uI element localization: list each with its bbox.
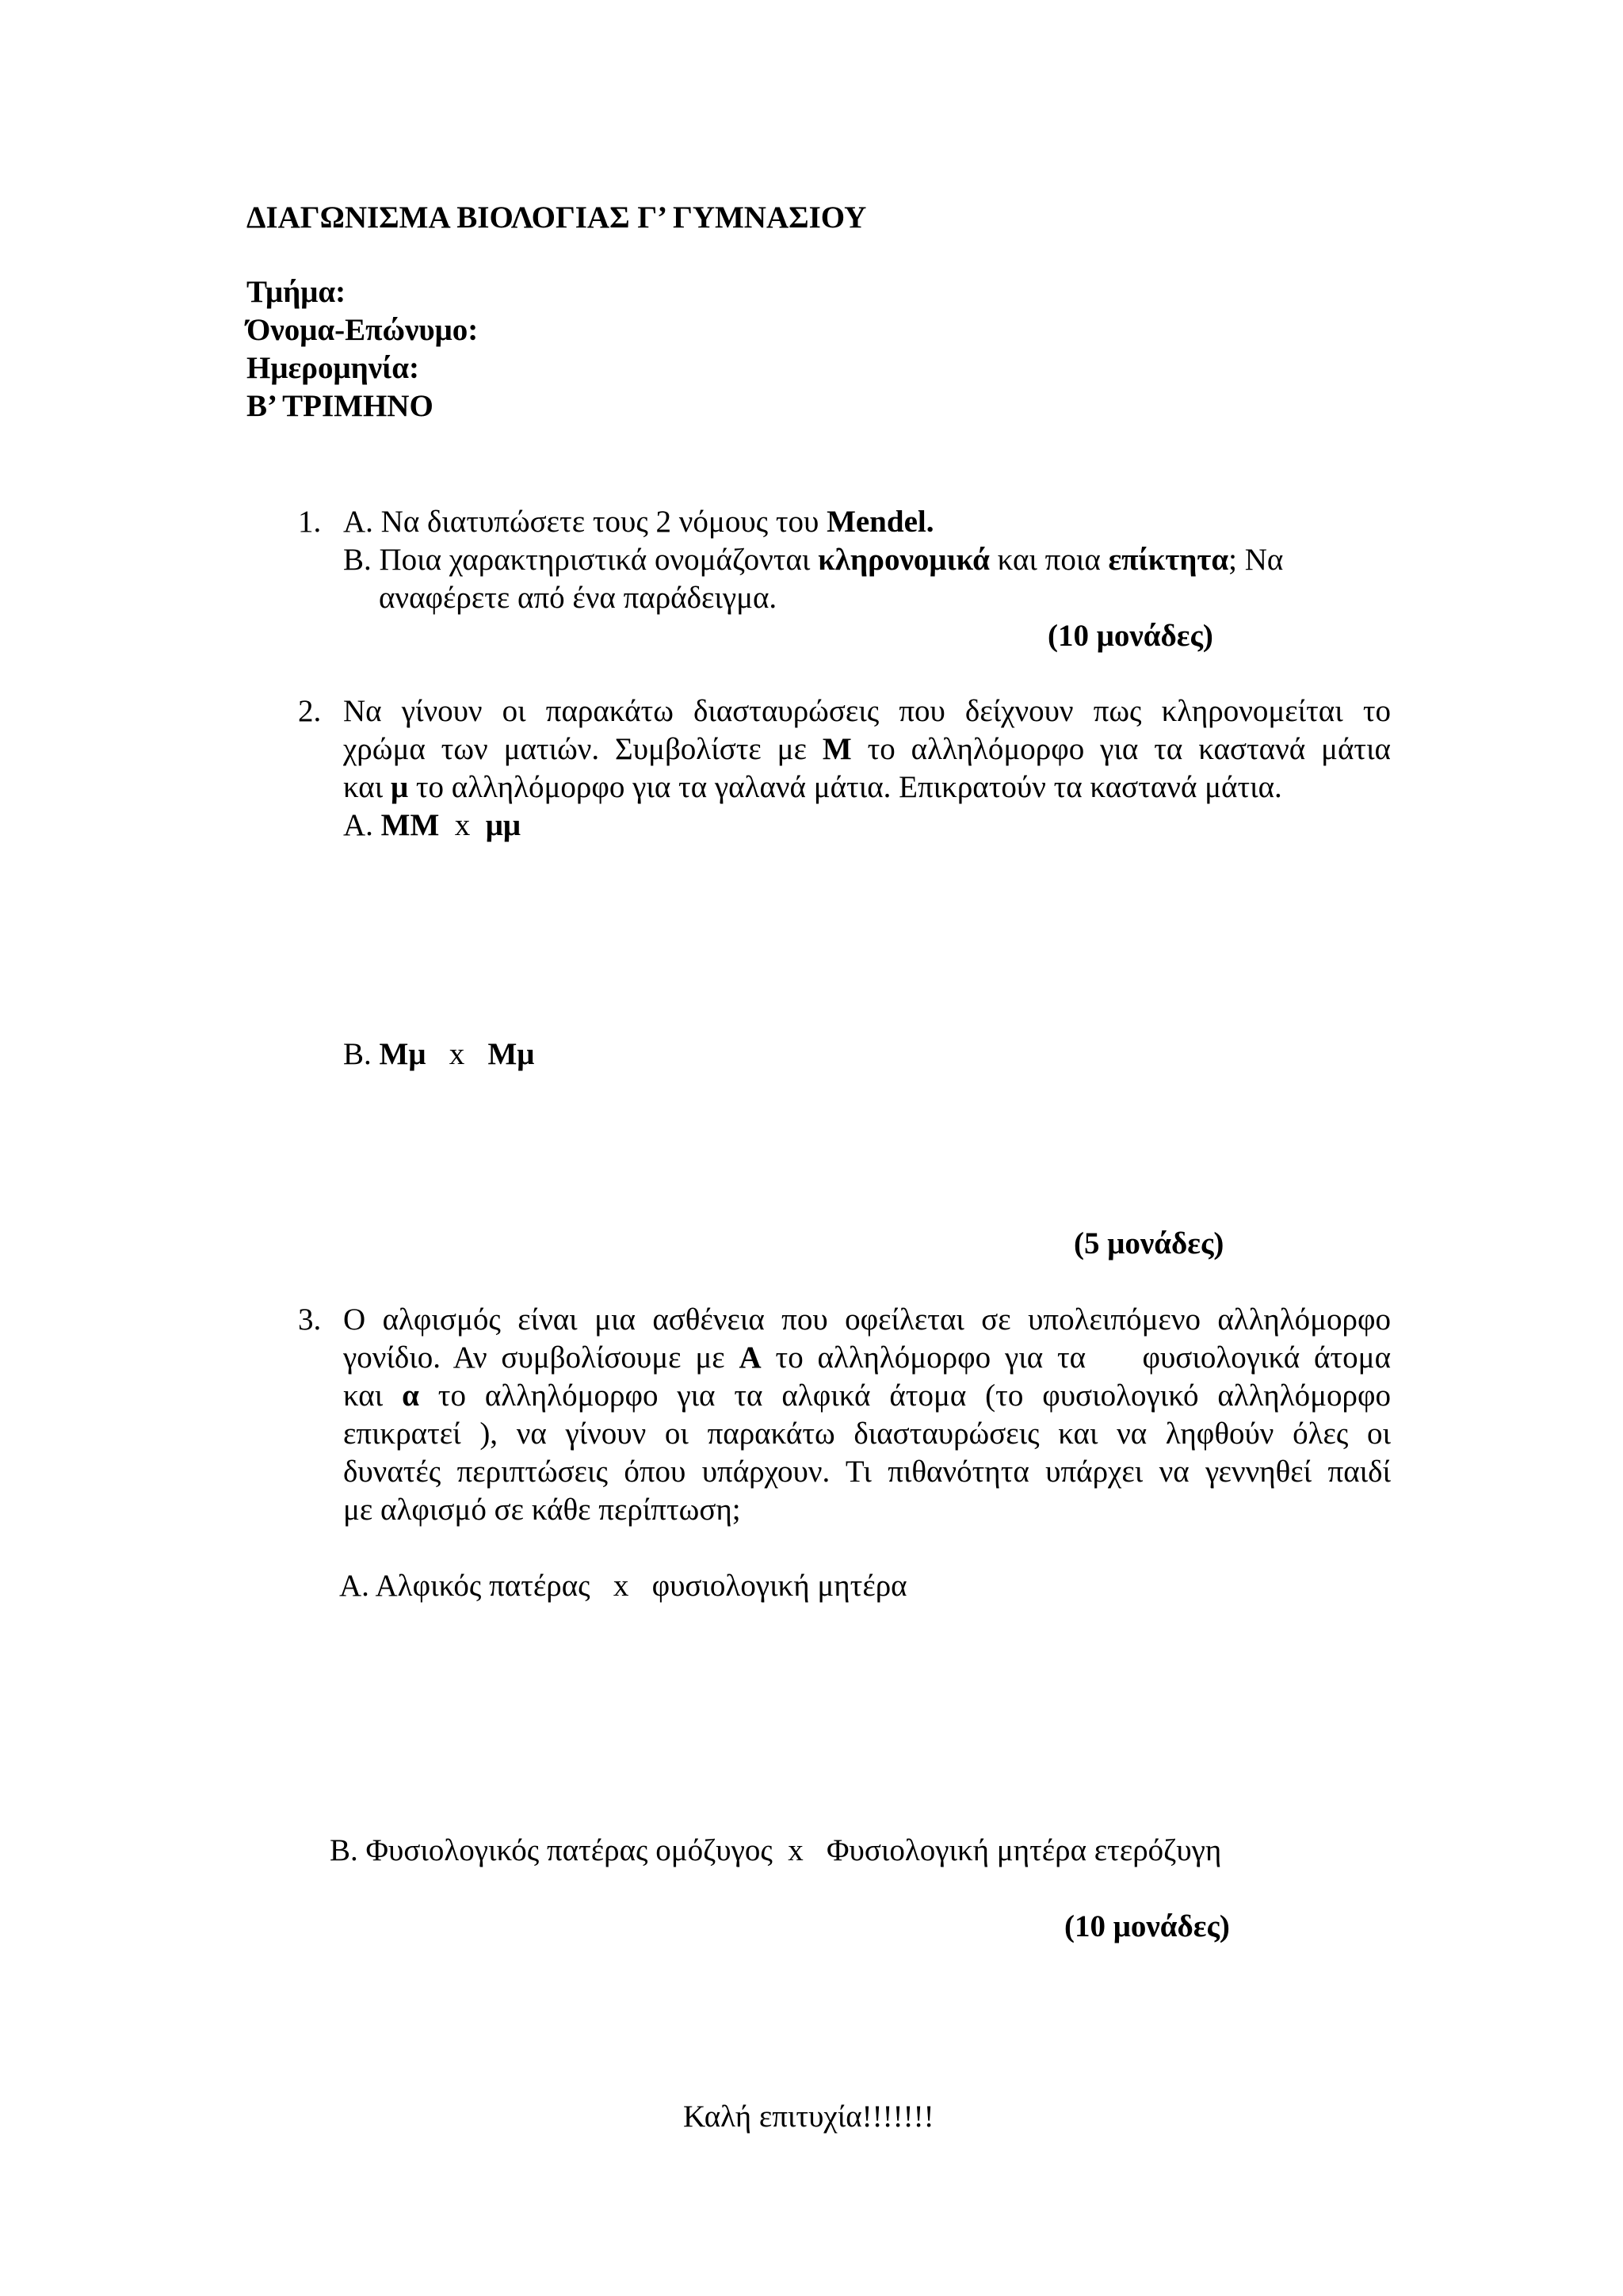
exam-title: ΔΙΑΓΩΝΙΣΜΑ ΒΙΟΛΟΓΙΑΣ Γ’ ΓΥΜΝΑΣΙΟΥ	[246, 200, 867, 235]
question-3-cross-b: Β. Φυσιολογικός πατέρας ομόζυγος x Φυσιολογική μητέρα ετερόζυγη	[330, 1833, 1222, 1867]
question-3-line-3: και α το αλληλόμορφο για τα αλφικά άτομα (το φυσιολογικό αλληλόμορφο	[343, 1379, 1391, 1413]
question-3-points: (10 μονάδες)	[1064, 1909, 1230, 1943]
question-2-points: (5 μονάδες)	[1074, 1226, 1224, 1261]
question-1-part-b-continued: αναφέρετε από ένα παράδειγμα.	[379, 581, 777, 615]
question-2-line-2: χρώμα των ματιών. Συμβολίστε με Μ το αλληλόμορφο για τα καστανά μάτια	[343, 732, 1391, 766]
question-1-part-a: Α. Να διατυπώσετε τους 2 νόμους του Mendel.	[343, 505, 934, 539]
class-label: Τμήμα:	[246, 275, 346, 309]
question-2-number: 2.	[298, 694, 322, 728]
question-3-line-5: δυνατές περιπτώσεις όπου υπάρχουν. Τι πιθανότητα υπάρχει να γεννηθεί παιδί	[343, 1455, 1391, 1489]
closing-message: Καλή επιτυχία!!!!!!!	[683, 2100, 934, 2134]
question-2-line-1: Να γίνουν οι παρακάτω διασταυρώσεις που δείχνουν πως κληρονομείται το	[343, 694, 1391, 728]
question-3-line-6: με αλφισμό σε κάθε περίπτωση;	[343, 1493, 741, 1527]
question-3-line-4: επικρατεί ), να γίνουν οι παρακάτω διασταυρώσεις και να ληφθούν όλες οι	[343, 1417, 1391, 1451]
question-3-line-1: Ο αλφισμός είναι μια ασθένεια που οφείλεται σε υπολειπόμενο αλληλόμορφο	[343, 1302, 1391, 1337]
question-3-cross-a: Α. Αλφικός πατέρας x φυσιολογική μητέρα	[339, 1569, 907, 1603]
term-label: Β’ ΤΡΙΜΗΝΟ	[246, 389, 433, 423]
question-1-number: 1.	[298, 505, 322, 539]
date-label: Ημερομηνία:	[246, 351, 420, 385]
question-1-points: (10 μονάδες)	[1048, 619, 1213, 653]
question-2-line-3: και μ το αλληλόμορφο για τα γαλανά μάτια. Επικρατούν τα καστανά μάτια.	[343, 770, 1282, 804]
name-label: Όνομα-Επώνυμο:	[246, 313, 479, 347]
question-2-cross-b: Β. Μμ x Μμ	[343, 1037, 535, 1071]
question-1-part-b: Β. Ποια χαρακτηριστικά ονομάζονται κληρονομικά και ποια επίκτητα; Να	[343, 543, 1284, 577]
question-3-number: 3.	[298, 1302, 322, 1337]
question-3-line-2: γονίδιο. Αν συμβολίσουμε με Α το αλληλόμορφο για τα φυσιολογικά άτομα	[343, 1341, 1391, 1375]
question-2-cross-a: Α. ΜΜ x μμ	[343, 808, 521, 842]
